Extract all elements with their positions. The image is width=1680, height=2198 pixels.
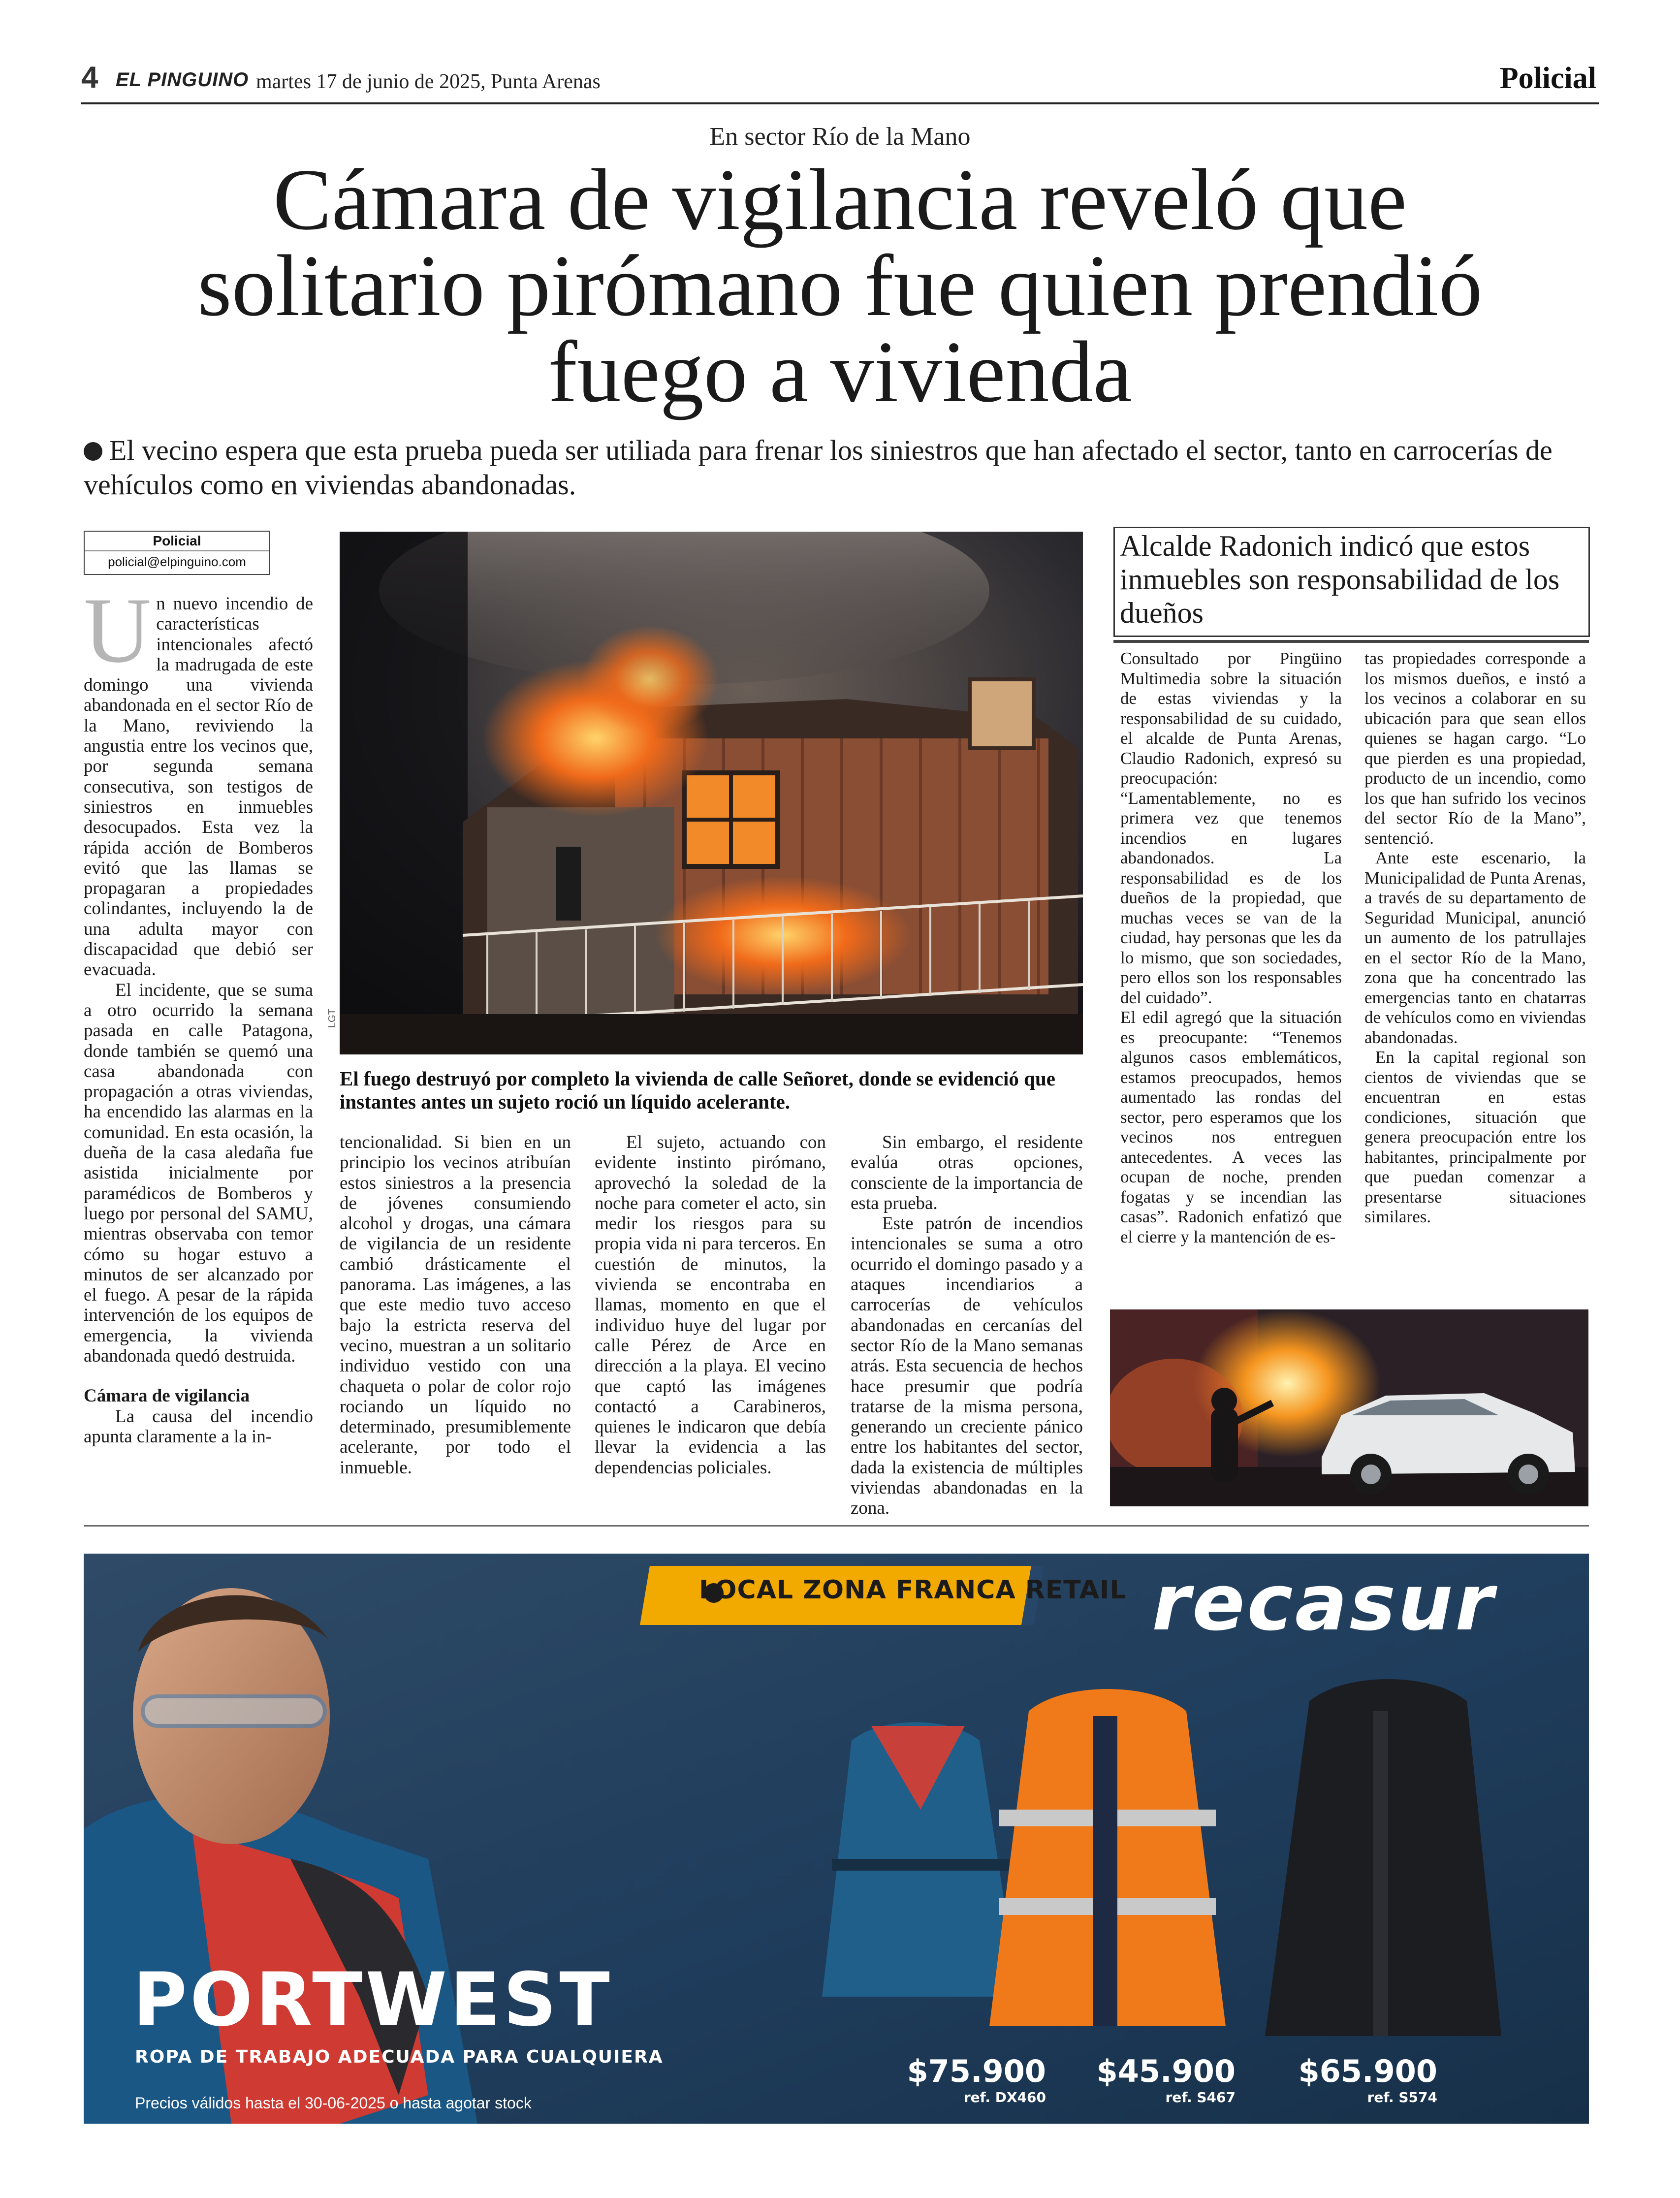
sidebar-column-2 (1364, 649, 1586, 1227)
ref: ref. DX460 (963, 2089, 1046, 2105)
article-column-4 (851, 1132, 1083, 1519)
product-price-1 (903, 2053, 1046, 2105)
price: $45.900 (1096, 2053, 1236, 2089)
paragraph: Sin embargo, el residente evalúa otras opciones, consciente de la importancia de esta prueba. (851, 1132, 1083, 1213)
section-title: Policial (1499, 62, 1596, 95)
paragraph: El edil agregó que la situación es preocupante: “Tenemos algunos casos emblemáticos, estamos preocupados, hemos aumentado las rondas del sector, pero esperamos que los vecinos nos entreguen antecedentes. A veces las ocupan de noche, prenden fogatas y se incendian las casas”. Radonich enfatizó que el cierre y la mantención de es- (1120, 1008, 1342, 1246)
headline: Cámara de vigilancia reveló que solitario pirómano fue quien prendió fuego a vivienda (197, 151, 1483, 420)
dropcap: U (84, 579, 152, 682)
store-logo: recasur (1152, 1558, 1495, 1648)
sidebar-headline-box (1113, 527, 1590, 637)
sidebar-headline: Alcalde Radonich indicó que estos inmuebles son responsabilidad de los dueños (1120, 530, 1560, 629)
price-validity: Precios válidos hasta el 30-06-2025 o hasta agotar stock (135, 2094, 532, 2112)
paragraph: Ante este escenario, la Municipalidad de Punta Arenas, a través de su departamento de Seguridad Municipal, anunció un aumento de los patrullajes en el sector Río de la Mano, zona que ha concentrado las emergencias tanto en chatarras de vehículos como en viviendas abandonadas. (1364, 848, 1586, 1047)
advertisement[interactable] (84, 1554, 1589, 2124)
photo-caption: El fuego destruyó por completo la vivienda de calle Señoret, donde se evidenció que instantes antes un sujeto roció un líquido acelerante. (340, 1067, 1055, 1113)
location-tag: LOCAL ZONA FRANCA RETAIL (699, 1575, 1127, 1605)
paragraph: tencionalidad. Si bien en un principio los vecinos atribuían estos siniestros a la presencia de jóvenes consumiendo alcohol y drogas, una cámara de vigilancia de un residente cambió drásticamente el panorama. Las imágenes, a las que este medio tuvo acceso bajo la estricta reserva del vecino, muestran a un solitario individuo vestido con una chaqueta o polar de color rojo rociando un líquido no determinado, presumiblemente acelerante, por todo el inmueble. (340, 1132, 571, 1478)
kicker: En sector Río de la Mano (709, 123, 971, 151)
summary-text: El vecino espera que esta prueba pueda ser utiliada para frenar los siniestros que han afectado el sector, tanto en carrocerías de vehículos como en viviendas abandonadas. (84, 434, 1553, 501)
brand-logo: PORTWEST (133, 1957, 613, 2043)
article-column-1 (84, 579, 313, 1447)
sidebar-rule (1113, 640, 1589, 643)
car-fire-photo (1110, 1309, 1588, 1506)
header-rule (81, 102, 1599, 104)
fire-house-photo (340, 532, 1083, 1054)
paragraph: n nuevo incendio de características intencionales afectó la madrugada de este domingo una vivienda abandonada en el sector Río de la Mano, reviviendo la angustia entre los vecinos que, por segunda semana consecutiva, son testigos de siniestros en inmuebles desocupados. Esta vez la rápida acción de Bomberos evitó que las llamas se propagaran a propiedades colindantes, incluyendo la de una adulta mayor con discapacidad que debió ser evacuada. (84, 594, 313, 980)
ref: ref. S467 (1165, 2089, 1236, 2105)
bullet-icon (84, 442, 102, 461)
paragraph: El incidente, que se suma a otro ocurrido la semana pasada en calle Patagona, donde también se quemó una casa abandonada con propagación a otras viviendas, ha encendido las alarmas en la comunidad. En esta ocasión, la dueña de la casa aledaña fue asistida inicialmente por paramédicos de Bomberos y luego por personal del SAMU, mientras observaba con temor cómo su hogar estuvo a minutos de ser alcanzado por el fuego. A pesar de la rápida intervención de los equipos de emergencia, la vivienda abandonada quedó destruida. (84, 980, 313, 1366)
section-box-title: Policial (85, 532, 269, 551)
page-number: 4 (81, 61, 98, 95)
article-column-3 (595, 1132, 826, 1478)
sidebar-column-1 (1120, 649, 1342, 1247)
product-price-3 (1295, 2053, 1437, 2105)
article-column-2 (340, 1132, 571, 1478)
paragraph: En la capital regional son cientos de viviendas que se encuentran en estas condiciones, situación que genera preocupación entre los habitantes, principalmente por que puedan comenzar a presentarse situaciones similares. (1364, 1048, 1586, 1226)
paragraph: El sujeto, actuando con evidente instinto pirómano, aprovechó la soledad de la noche para cometer el acto, sin medir los riesgos para su propia vida ni para terceros. En cuestión de minutos, la vivienda se encontraba en llamas, momento en que el individuo huye del lugar por calle Pérez de Arce en dirección a la playa. El vecino que captó las imágenes contactó a Carabineros, quienes le indicaron que debía llevar la evidencia a las dependencias policiales. (595, 1132, 826, 1478)
photo-credit: LGT (327, 1009, 338, 1028)
paragraph: Este patrón de incendios intencionales se suma a otro ocurrido el domingo pasado y a ataques incendiarios a carrocerías de vehículos abandonadas en cercanías del sector Río de la Mano semanas atrás. Esta secuencia de hechos hace presumir que podría tratarse de la misma persona, generando un creciente pánico entre los habitantes del sector, dada la existencia de múltiples viviendas abandonadas en la zona. (851, 1213, 1083, 1519)
brand-tagline: ROPA DE TRABAJO ADECUADA PARA CUALQUIERA (135, 2047, 664, 2067)
price: $75.900 (907, 2053, 1046, 2089)
paragraph: La causa del incendio apunta claramente a la in- (84, 1406, 313, 1447)
bottom-rule (84, 1525, 1589, 1527)
section-box (84, 531, 270, 575)
price: $65.900 (1298, 2053, 1437, 2089)
section-box-email[interactable]: policial@elpinguino.com (108, 554, 246, 569)
newspaper-logo: EL PINGUINO (116, 69, 249, 91)
paragraph: tas propiedades corresponde a los mismos dueños, e instó a los vecinos a colaborar en su ubicación para que sean ellos quienes se hagan cargo. “Lo que pierden es una propiedad, producto de un incendio, como los que han sufrido los vecinos del sector Río de la Mano”, sentenció. (1364, 649, 1586, 848)
subhead: Cámara de vigilancia (84, 1386, 250, 1406)
product-price-2 (1093, 2053, 1236, 2105)
ref: ref. S574 (1367, 2089, 1437, 2105)
paragraph: Consultado por Pingüino Multimedia sobre la situación de estas viviendas y la responsabilidad de su cuidado, el alcalde de Punta Arenas, Claudio Radonich, expresó su preocupación: “Lamentablemente, no es primera vez que tenemos incendios en lugares abandonados. La responsabilidad es de los dueños de la propiedad, que muchas veces se van de la ciudad, hay personas que les da lo mismo, que son sociedades, pero ellos son los responsables del cuidado”. (1120, 649, 1342, 1007)
summary (84, 433, 1605, 502)
date-line: martes 17 de junio de 2025, Punta Arenas (256, 70, 601, 93)
